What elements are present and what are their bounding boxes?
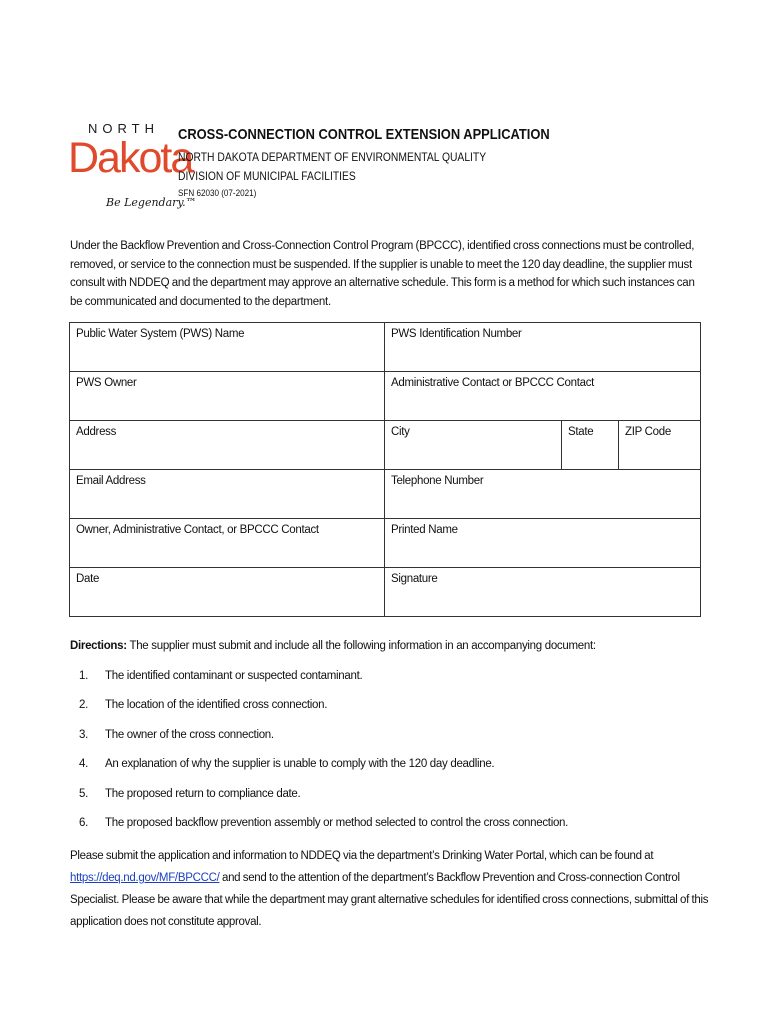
list-item-text: The location of the identified cross connection. xyxy=(105,699,328,712)
list-item-number: 1. xyxy=(79,670,88,682)
date-label: Date xyxy=(76,573,100,585)
list-item-number: 5. xyxy=(79,787,88,800)
list-item-number: 4. xyxy=(79,758,88,771)
department-name: NORTH DAKOTA DEPARTMENT OF ENVIRONMENTAL QUALITY xyxy=(178,150,487,164)
list-item xyxy=(70,817,690,846)
north-dakota-logo xyxy=(66,118,197,214)
bpccc-portal-link[interactable]: https://deq.nd.gov/MF/BPCCC/ xyxy=(70,872,220,884)
owner-contact-label: Owner, Administrative Contact, or BPCCC Contact xyxy=(76,524,319,536)
division-name: DIVISION OF MUNICIPAL FACILITIES xyxy=(178,169,356,183)
list-item-text: The proposed backflow prevention assembly or method selected to control the cross connection. xyxy=(105,816,569,829)
directions-label: Directions: xyxy=(70,640,127,652)
telephone-field[interactable] xyxy=(385,470,701,519)
email-field[interactable] xyxy=(70,470,385,519)
intro-paragraph: Under the Backflow Prevention and Cross-Connection Control Program (BPCCC), identified cross connections must be controlled, removed, or service to the connection must be suspended. If the supplier is unable to meet the 120 day deadline, the supplier must consult with NDDEQ and the department may approve an alternative schedule. This form is a method for which such instances can be communicated and documented to the department. xyxy=(70,240,695,308)
form-row xyxy=(70,519,701,568)
logo-dakota-text: Dakota xyxy=(68,134,193,182)
signature-label: Signature xyxy=(391,573,438,585)
application-form-table xyxy=(69,322,701,617)
signature-field[interactable] xyxy=(385,568,701,617)
pws-name-label: Public Water System (PWS) Name xyxy=(76,328,245,340)
list-item-text: An explanation of why the supplier is unable to comply with the 120 day deadline. xyxy=(105,758,495,771)
form-row xyxy=(70,323,701,372)
city-label: City xyxy=(391,426,410,438)
city-field[interactable] xyxy=(385,421,562,470)
form-number: SFN 62030 (07-2021) xyxy=(178,188,257,198)
list-item xyxy=(70,729,690,758)
form-row xyxy=(70,421,701,470)
directions-list xyxy=(70,670,690,846)
email-label: Email Address xyxy=(76,475,146,487)
address-label: Address xyxy=(76,426,117,438)
list-item xyxy=(70,788,690,817)
form-row xyxy=(70,470,701,519)
pws-name-field[interactable] xyxy=(70,323,385,372)
list-item-text: The identified contaminant or suspected contaminant. xyxy=(105,670,363,682)
list-item xyxy=(70,758,690,787)
zip-field[interactable] xyxy=(619,421,701,470)
printed-name-label: Printed Name xyxy=(391,524,458,536)
outro-text-after-link: and send to the attention of the department’s Backflow Prevention and Cross-connection Control Specialist. Please be aware that while the department may grant alternative schedules for identified cross connections, submittal of this application does not constitute approval. xyxy=(70,872,709,928)
zip-label: ZIP Code xyxy=(625,426,671,438)
admin-contact-field[interactable] xyxy=(385,372,701,421)
list-item-text: The proposed return to compliance date. xyxy=(105,787,301,800)
form-title: CROSS-CONNECTION CONTROL EXTENSION APPLICATION xyxy=(178,126,550,143)
logo-north-text: NORTH xyxy=(88,121,159,136)
admin-contact-label: Administrative Contact or BPCCC Contact xyxy=(391,377,595,389)
list-item xyxy=(70,670,690,699)
directions-text: The supplier must submit and include all the following information in an accompanying document: xyxy=(126,640,596,652)
submission-instructions xyxy=(70,845,710,933)
list-item-number: 3. xyxy=(79,728,88,741)
logo-tagline: Be Legendary.™ xyxy=(106,196,197,209)
list-item-text: The owner of the cross connection. xyxy=(105,728,274,741)
printed-name-field[interactable] xyxy=(385,519,701,568)
owner-contact-field[interactable] xyxy=(70,519,385,568)
state-label: State xyxy=(568,426,594,438)
state-field[interactable] xyxy=(562,421,619,470)
form-row xyxy=(70,372,701,421)
outro-text-before-link: Please submit the application and information to NDDEQ via the department’s Drinking Water Portal, which can be found at xyxy=(70,850,654,862)
pws-owner-field[interactable] xyxy=(70,372,385,421)
date-field[interactable] xyxy=(70,568,385,617)
list-item xyxy=(70,699,690,728)
list-item-number: 2. xyxy=(79,699,88,712)
pws-id-field[interactable] xyxy=(385,323,701,372)
directions-heading xyxy=(70,640,596,652)
telephone-label: Telephone Number xyxy=(391,475,484,487)
list-item-number: 6. xyxy=(79,816,88,829)
address-field[interactable] xyxy=(70,421,385,470)
pws-id-label: PWS Identification Number xyxy=(391,328,522,340)
pws-owner-label: PWS Owner xyxy=(76,377,137,389)
form-row xyxy=(70,568,701,617)
